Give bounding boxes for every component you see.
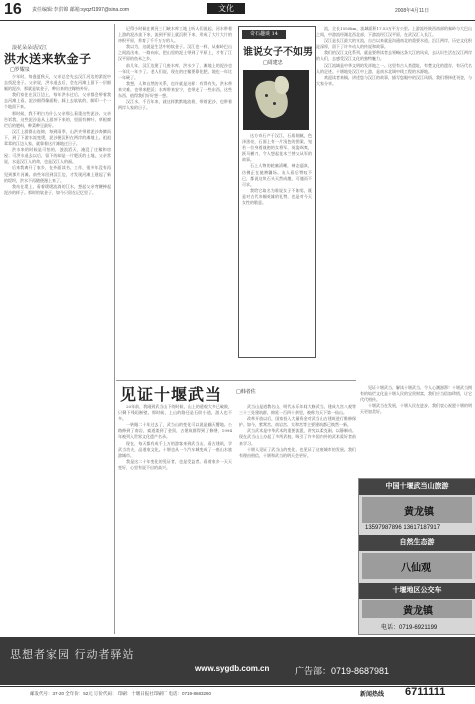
- paragraph: 20年前，我刚到武当山下的时候，山上的道观大多已破败，只剩下残垣断壁。那时候，上山的路还是石阶小道，游人也不多。: [118, 404, 232, 422]
- stone-spot: [273, 102, 276, 105]
- ad-phone: 13597987896 13617187917: [365, 525, 441, 531]
- stone-spot: [265, 94, 268, 97]
- feature-title: 谁说女子不如男: [243, 47, 313, 58]
- article-body: [316, 26, 472, 381]
- feature-body: [242, 133, 312, 353]
- paragraph: 我想，人和自然的关系，也许就是这样：有得有失。洪水带来灾难，也带来肥沃；水库带来安宁，也带走了一些东西。这些东西，值得我们好好想一想。: [118, 80, 232, 99]
- paragraph: 洪水来的时候是可怕的，浊浪滔天，淹没了庄稼和房屋；可洪水退去以后，留下的却是一片肥沃的土地。父亲常说，水是汉江人的命，也是汉江人的福。: [4, 147, 111, 165]
- publication-info: 邮发代号：37-20 全年价：52元 订价代码： 印刷：十堰日报社印刷厂 电话：0719-8683260: [30, 691, 212, 696]
- article-body: [360, 385, 472, 475]
- paragraph: 我们的汉江文化系列，就是要带读者去领略这条大江的风采，去认识生活在汉江两岸的人们，去感受汉江文化的独特魅力。: [316, 50, 472, 62]
- paragraph: 汉江上游群山连绵，每到雨季，山洪夹带着泥沙奔腾而下，到了下游水流变缓，泥沙便沉积在两岸的滩地上。祖祖辈辈的江边人家，就靠着这片滩地过日子。: [4, 128, 111, 147]
- ad-label: 八仙观: [401, 563, 431, 574]
- paragraph: 石上人物的轮廓清晰，神态逼真，仿佛正在驰骋疆场。友人看后赞叹不已，都说这块石头天然成趣，可遇而不可求。: [242, 163, 312, 187]
- paragraph: 流，全长1550km，流域面积17.53万平方公里。上游流经陕西南部的秦岭与大巴山之间，中游流经湖北西北部，下游流经江汉平原，在武汉汇入长江。: [316, 26, 472, 38]
- article-author: □罗耀泉: [10, 67, 30, 73]
- ad-label: 黄龙镇: [404, 507, 434, 518]
- paragraph: 我们家住在汉江边上，每年洪水过后，父亲都会带着我去河滩上看。泥沙细得像面粉，踩上去软软的，脚印一个一个地留下来。: [4, 92, 111, 110]
- article-title: 见证十堰武当: [120, 385, 223, 404]
- paragraph: 欢迎读者来稿，讲述您与汉江的故事，描写您眼中的汉江风情。我们将择优刊登，与大家分享。: [316, 74, 472, 86]
- paragraph: 一转眼二十年过去了，武当山的变化可以说是翻天覆地。公路修到了南岩，索道架到了金顶，古建筑群得到了修缮，1994年被列入世界文化遗产名录。: [118, 422, 232, 440]
- paragraph: 那时候，我不明白为什么父亲那么看重这些泥沙。父亲告诉我，这些泥沙是从上游冲下来的，里面有树叶、草根腐烂后的肥料，种菜种豆最好。: [4, 110, 111, 128]
- ad-heading: 十堰地区公交车: [359, 583, 475, 599]
- editor-info: 责任编辑:李洪锦 邮箱:syqzf1997@sina.com: [32, 7, 130, 13]
- paragraph: 汉江是长江最大的支流，自古以来就是沟通南北的重要水道。沿江两岸，历史文化积淀深厚，留下了许多动人的传说和故事。: [316, 38, 472, 50]
- ad-label: 黄龙镇: [403, 606, 433, 617]
- ad-phone: 电话：0719-6921199: [381, 625, 438, 631]
- hotline-label: 新闻热线: [360, 691, 385, 698]
- paragraph: 这方奇石产于汉江，石质细腻，色泽黑亮，石面上有一片浅色的图案，宛若一位身着战袍的女将军，英姿飒爽，跃马横刀，令人想起花木兰替父从军的故事。: [242, 133, 312, 163]
- paragraph: 武当山是道教名山，明代永乐年间大修武当，建成九宫八观等三十三处建筑群，绵延一百四十余里，被称为天下第一仙山。: [239, 404, 356, 416]
- ad-heading: 中国十堰武当山旅游: [359, 479, 475, 495]
- paragraph: 改革开放以后，国家投入大量资金对武当山古建筑进行维修保护。如今，紫霄宫、南岩宫、太和宫等主要建筑都已焕然一新。: [239, 416, 356, 428]
- banner-phone: 广告部：0719-8687981: [295, 666, 390, 676]
- hotline-number: 6711111: [405, 686, 446, 698]
- banner-slogan: 思想者家园 行动者驿站: [10, 648, 135, 661]
- paragraph: 后来我离开了家乡，在外面读书、工作，很多年没有再见到那片河滩。前些年回到汉江边，才发现河滩上建起了新的堤坝，洪水不再随便漫上来了。: [4, 165, 111, 183]
- paragraph: 我给它取名为谁说女子不如男，既是对古代巾帼英雄的礼赞，也是对今天女性的敬意。: [242, 187, 312, 206]
- issue-date: 2008年4月11日: [395, 8, 430, 14]
- article-body: [4, 74, 111, 629]
- paragraph: 我是这二十年变化的见证者，也是受益者。看着家乡一天天变好，心里有说不出的高兴。: [118, 458, 232, 470]
- article-author: □韩者佐: [236, 389, 256, 395]
- banner-url: www.sygdb.com.cn: [195, 664, 270, 673]
- paragraph: 十堰人见证了武当山的变化，也见证了这座城市的发展。我们有理由相信，十堰和武当的明天会更好。: [239, 446, 356, 458]
- paragraph: 十堰武当在发展，十堰人民在进步，我们衷心祝愿十堰的明天更加美好。: [360, 403, 472, 415]
- section-label: 文化: [207, 3, 245, 14]
- paragraph: 我站在堤上，看着缓缓流淌的江水，想起父亲弯腰捧起泥沙的样子。那时的软金子，如今只留在记忆里了。: [4, 183, 111, 195]
- paragraph: 汉江水，千百年来，就这样默默地流着，带着泥沙，也带着两岸人家的日子。: [118, 99, 232, 111]
- column-divider: [114, 24, 115, 634]
- paragraph: 武当武术是中华武术的重要流派，讲究以柔克刚、以静制动。现在武当山上办起了多所武校，吸引了许多国内外的武术爱好者前来学习。: [239, 428, 356, 446]
- paragraph: 记得小时候在黄河三门峡水库工地上听人们说起，河水带着上游的泥沙流下来，流到平原上就沉积下来，形成了大片大片的冲积平原，养育了千千万万的人。: [118, 26, 232, 44]
- feature-tag: 奇石趣谈 14: [242, 30, 286, 39]
- article-body: [239, 404, 356, 584]
- stone-pattern: [275, 76, 289, 94]
- advertisement: [358, 478, 475, 635]
- article-eyebrow: 浪花朵朵话汉江: [12, 45, 48, 51]
- paragraph: 汉江流域是中华文明的发祥地之一。这里有古人类遗址，有楚文化的遗存，有历代名人的足迹。十堰地处汉江中上游，是南水北调中线工程的水源地。: [316, 62, 472, 74]
- article-title: 洪水送来软金子: [4, 52, 92, 66]
- paragraph: 现在，每天都有成千上万的游客来到武当山，看古建筑，学武当功夫，品道家文化。十堰也从一个汽车城变成了一座山水旅游城市。: [118, 440, 232, 458]
- paragraph: 见证十堰武当，解读十堰武当，令人心潮澎湃！十堰武当拥有的灿烂文化是十堰人民的宝贵财富，我们应当倍加珍惜，让它代代相传。: [360, 385, 472, 403]
- paragraph: 少年时，每逢夏秋天，父亲总会先去汉江河边的淤泥中去找泥金子。父亲说，洪水退去后，会在河滩上留下一层细腻的泥沙，那就是软金子，种出来的庄稼格外好。: [4, 74, 111, 92]
- stone-photo: [243, 70, 309, 130]
- section-divider: [116, 380, 356, 381]
- article-body: [118, 26, 232, 381]
- paragraph: 前几年，汉江边建了几座水库，洪水少了，滩地上的泥沙也一年比一年少了。老人们说，现在的庄稼要靠化肥，地也一年比一年硬了。: [118, 62, 232, 80]
- ad-heading: 自然生态游: [359, 535, 475, 551]
- article-body: [118, 404, 232, 584]
- feature-author: □周建忠: [263, 60, 283, 66]
- page-number: 16: [4, 1, 22, 18]
- feature-box: [238, 26, 316, 358]
- paragraph: 我以为，这就是生活中的软金子。汉江也一样，从秦岭巴山之间流出来，一路向东，把山里的泥土带到了平原上，才有了江汉平原的鱼米之乡。: [118, 44, 232, 62]
